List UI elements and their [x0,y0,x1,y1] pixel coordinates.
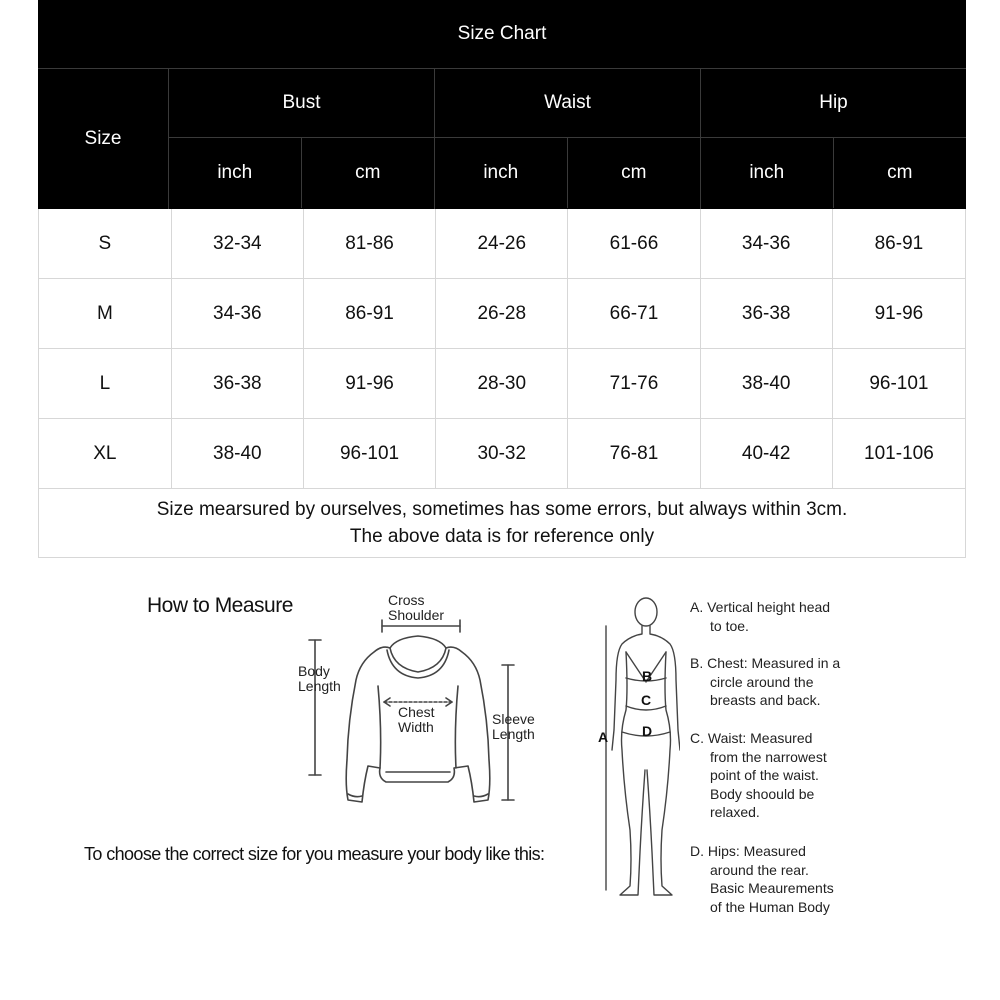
hip-header-group [701,69,966,209]
waist-header: Waist [435,69,700,138]
size-chart-table [38,0,966,558]
note-line-2: The above data is for reference only [349,526,655,547]
figure-letter-b: B [642,668,653,684]
bust-cm-cell: 91-96 [304,349,436,418]
hip-inch-cell: 34-36 [701,209,833,278]
bust-cm-header: cm [302,138,435,208]
bust-header-group [169,69,435,209]
waist-cm-cell: 66-71 [568,279,700,348]
size-cell: M [39,279,172,348]
size-cell: S [39,209,172,278]
figure-letter-d: D [642,723,653,739]
bust-cm-cell: 81-86 [304,209,436,278]
hip-cm-cell: 96-101 [869,372,929,394]
table-body [38,209,966,558]
table-row [39,209,965,279]
bust-inch-cell: 32-34 [172,209,304,278]
table-title: Size Chart [38,0,966,69]
bust-inch-header: inch [169,138,302,208]
hip-cm-cell: 91-96 [874,302,924,324]
bust-cm-cell: 96-101 [304,419,436,488]
how-to-measure-title: How to Measure [147,594,293,617]
hip-cm-header: cm [834,138,967,208]
hip-header: Hip [701,69,966,138]
sweater-diagram [290,590,550,815]
instruction-c: C. Waist: Measured from the narrowest point of the waist. Body shoould be relaxed. [690,730,827,820]
waist-inch-header: inch [435,138,568,208]
bust-inch-cell: 36-38 [172,349,304,418]
hip-inch-cell: 38-40 [701,349,833,418]
hip-inch-cell: 36-38 [701,279,833,348]
figure-letter-a: A [598,729,609,745]
bust-inch-cell: 34-36 [172,279,304,348]
waist-header-group [435,69,701,209]
hip-cm-cell: 101-106 [864,442,934,464]
chest-width-label: Chest Width [398,704,435,735]
body-figure-diagram [590,590,680,905]
sleeve-length-label: Sleeve Length [492,711,535,742]
instruction-d: D. Hips: Measured around the rear. Basic Meaurements of the Human Body [690,843,834,915]
note-line-1: Size mearsured by ourselves, sometimes has some errors, but always within 3cm. [156,499,848,520]
table-row [39,419,965,489]
waist-inch-cell: 24-26 [436,209,568,278]
size-cell: XL [39,419,172,488]
waist-cm-cell: 76-81 [568,419,700,488]
waist-inch-cell: 28-30 [436,349,568,418]
waist-cm-cell: 71-76 [568,349,700,418]
cross-shoulder-label: Cross Shoulder [388,592,445,623]
bust-inch-cell: 38-40 [172,419,304,488]
figure-letter-c: C [641,692,652,708]
hip-inch-cell: 40-42 [701,419,833,488]
table-row [39,279,965,349]
instruction-a: A. Vertical height head to toe. [690,599,831,634]
bust-cm-cell: 86-91 [304,279,436,348]
waist-inch-cell: 26-28 [436,279,568,348]
hip-cm-cell: 86-91 [874,232,924,254]
table-header [38,69,966,209]
instruction-b: B. Chest: Measured in a circle around the breasts and back. [690,655,841,708]
body-length-label: Body Length [298,663,341,694]
size-column-header: Size [38,69,169,209]
hip-inch-header: inch [701,138,834,208]
choose-size-text: To choose the correct size for you measure your body like this: [84,844,545,864]
table-row [39,349,965,419]
waist-cm-header: cm [568,138,701,208]
waist-inch-cell: 30-32 [436,419,568,488]
waist-cm-cell: 61-66 [568,209,700,278]
table-note [39,489,965,558]
size-cell: L [39,349,172,418]
bust-header: Bust [169,69,434,138]
